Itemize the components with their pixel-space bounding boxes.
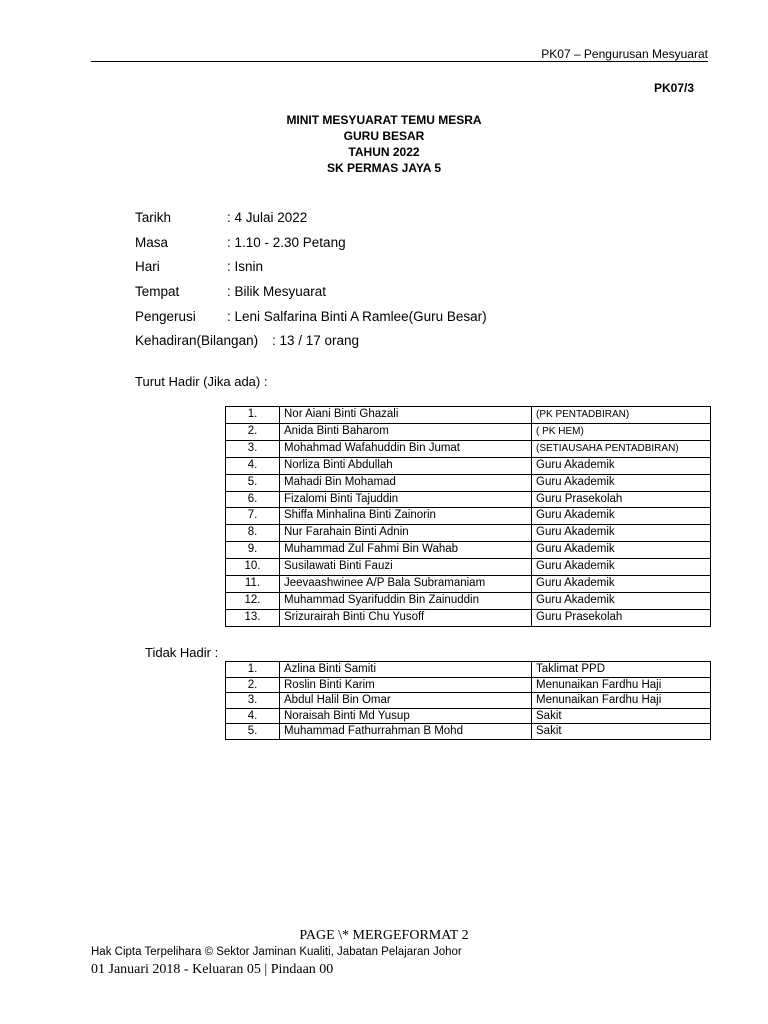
member-role: Guru Akademik — [532, 542, 711, 559]
row-number: 12. — [226, 592, 280, 609]
row-number: 2. — [226, 423, 280, 440]
member-name: Muhammad Fathurrahman B Mohd — [280, 724, 532, 740]
title-line-4: SK PERMAS JAYA 5 — [326, 161, 442, 175]
member-role: Guru Prasekolah — [532, 609, 711, 626]
member-role: Taklimat PPD — [532, 662, 711, 678]
tidak-hadir-row — [226, 662, 711, 678]
member-name: Srizurairah Binti Chu Yusoff — [280, 609, 532, 626]
title-line-1: MINIT MESYUARAT TEMU MESRA — [286, 113, 482, 127]
member-role: Guru Akademik — [532, 474, 711, 491]
member-name: Roslin Binti Karim — [280, 677, 532, 693]
member-name: Jeevaashwinee A/P Bala Subramaniam — [280, 576, 532, 593]
turut-hadir-row — [226, 491, 711, 508]
row-number: 7. — [226, 508, 280, 525]
turut-hadir-row — [226, 576, 711, 593]
footer-page-field: PAGE \* MERGEFORMAT 2 — [299, 928, 469, 943]
tarikh-label: Tarikh — [135, 210, 172, 225]
masa-label: Masa — [135, 235, 169, 250]
row-number: 3. — [226, 440, 280, 457]
row-number: 11. — [226, 576, 280, 593]
turut-hadir-row — [226, 423, 711, 440]
turut-hadir-label: Turut Hadir (Jika ada) : — [135, 374, 268, 389]
turut-hadir-row — [226, 440, 711, 457]
row-number: 3. — [226, 693, 280, 709]
member-name: Susilawati Binti Fauzi — [280, 559, 532, 576]
masa-value: : 1.10 - 2.30 Petang — [227, 235, 346, 250]
header-divider — [91, 61, 708, 62]
member-role: (PK PENTADBIRAN) — [532, 407, 711, 424]
title-line-2: GURU BESAR — [343, 129, 425, 143]
kehadiran-label: Kehadiran(Bilangan) — [135, 333, 259, 348]
tidak-hadir-label: Tidak Hadir : — [145, 645, 219, 660]
turut-hadir-row — [226, 407, 711, 424]
row-number: 9. — [226, 542, 280, 559]
turut-hadir-row — [226, 609, 711, 626]
member-name: Azlina Binti Samiti — [280, 662, 532, 678]
turut-hadir-row — [226, 592, 711, 609]
member-role: (SETIAUSAHA PENTADBIRAN) — [532, 440, 711, 457]
member-role: Guru Akademik — [532, 592, 711, 609]
hari-label: Hari — [135, 259, 160, 274]
member-name: Norliza Binti Abdullah — [280, 457, 532, 474]
member-name: Muhammad Zul Fahmi Bin Wahab — [280, 542, 532, 559]
member-name: Nor Aiani Binti Ghazali — [280, 407, 532, 424]
member-role: Menunaikan Fardhu Haji — [532, 693, 711, 709]
member-role: Guru Prasekolah — [532, 491, 711, 508]
tidak-hadir-row — [226, 693, 711, 709]
member-role: Guru Akademik — [532, 525, 711, 542]
member-name: Mahadi Bin Mohamad — [280, 474, 532, 491]
member-role: Sakit — [532, 708, 711, 724]
footer-date-line: 01 Januari 2018 - Keluaran 05 | Pindaan 00 — [91, 962, 334, 977]
row-number: 5. — [226, 724, 280, 740]
turut-hadir-row — [226, 525, 711, 542]
row-number: 1. — [226, 407, 280, 424]
member-role: Guru Akademik — [532, 457, 711, 474]
tidak-hadir-row — [226, 724, 711, 740]
member-role: ( PK HEM) — [532, 423, 711, 440]
turut-hadir-row — [226, 508, 711, 525]
member-role: Guru Akademik — [532, 576, 711, 593]
row-number: 4. — [226, 708, 280, 724]
row-number: 4. — [226, 457, 280, 474]
turut-hadir-row — [226, 542, 711, 559]
header-doc-ref: PK07 – Pengurusan Mesyuarat — [541, 47, 708, 61]
member-name: Abdul Halil Bin Omar — [280, 693, 532, 709]
member-name: Fizalomi Binti Tajuddin — [280, 491, 532, 508]
member-name: Noraisah Binti Md Yusup — [280, 708, 532, 724]
member-name: Shiffa Minhalina Binti Zainorin — [280, 508, 532, 525]
row-number: 10. — [226, 559, 280, 576]
hari-value: : Isnin — [227, 259, 264, 274]
kehadiran-value: : 13 / 17 orang — [272, 333, 360, 348]
member-role: Guru Akademik — [532, 559, 711, 576]
row-number: 5. — [226, 474, 280, 491]
tempat-value: : Bilik Mesyuarat — [227, 284, 327, 299]
tidak-hadir-row — [226, 677, 711, 693]
member-role: Menunaikan Fardhu Haji — [532, 677, 711, 693]
row-number: 8. — [226, 525, 280, 542]
footer-copyright: Hak Cipta Terpelihara © Sektor Jaminan Kualiti, Jabatan Pelajaran Johor — [91, 946, 462, 958]
turut-hadir-row — [226, 474, 711, 491]
document-code: PK07/3 — [653, 81, 694, 95]
row-number: 1. — [226, 662, 280, 678]
turut-hadir-row — [226, 559, 711, 576]
row-number: 2. — [226, 677, 280, 693]
row-number: 6. — [226, 491, 280, 508]
tidak-hadir-row — [226, 708, 711, 724]
row-number: 13. — [226, 609, 280, 626]
member-name: Muhammad Syarifuddin Bin Zainuddin — [280, 592, 532, 609]
member-name: Mohahmad Wafahuddin Bin Jumat — [280, 440, 532, 457]
turut-hadir-table — [225, 406, 711, 627]
member-name: Nur Farahain Binti Adnin — [280, 525, 532, 542]
pengerusi-value: : Leni Salfarina Binti A Ramlee(Guru Besar) — [227, 309, 487, 324]
member-role: Guru Akademik — [532, 508, 711, 525]
title-line-3: TAHUN 2022 — [348, 145, 420, 159]
member-role: Sakit — [532, 724, 711, 740]
tempat-label: Tempat — [135, 284, 180, 299]
pengerusi-label: Pengerusi — [135, 309, 196, 324]
member-name: Anida Binti Baharom — [280, 423, 532, 440]
tidak-hadir-table — [225, 661, 711, 740]
turut-hadir-row — [226, 457, 711, 474]
tarikh-value: : 4 Julai 2022 — [227, 210, 308, 225]
